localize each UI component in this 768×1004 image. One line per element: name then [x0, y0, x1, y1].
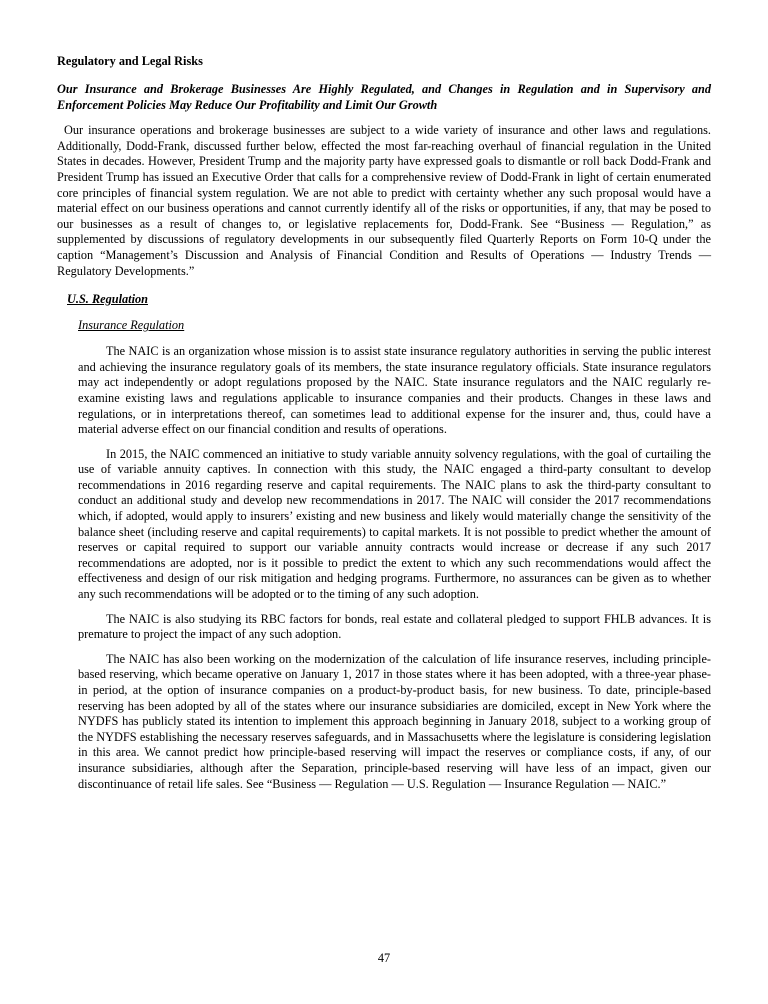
- section-title: Regulatory and Legal Risks: [57, 54, 203, 68]
- us-regulation-heading: U.S. Regulation: [67, 292, 148, 307]
- paragraph-naic-rbc-factors: The NAIC is also studying its RBC factors for bonds, real estate and collateral pledged to support FHLB advances. It is premature to project the impact of any such adoption.: [78, 611, 711, 642]
- page-number: 47: [377, 951, 391, 965]
- risk-factor-heading: Our Insurance and Brokerage Businesses Are Highly Regulated, and Changes in Regulation and in Supervisory and Enforcement Policies May Reduce Our Profitability and Limit Our Growth: [57, 82, 711, 112]
- paragraph-intro: Our insurance operations and brokerage businesses are subject to a wide variety of insurance and other laws and regulations. Additionally, Dodd-Frank, discussed further below, effected the most far-reaching overhaul of financial regulation in the United States in decades. However, President Trump and the majority party have expressed goals to dismantle or roll back Dodd-Frank and President Trump has issued an Executive Order that calls for a comprehensive review of Dodd-Frank in light of certain enumerated core principles of financial system regulation. We are not able to predict with certainty whether any such proposal would have a material effect on our business operations and cannot currently identify all of the risks or opportunities, if any, that may be posed to our businesses as a result of changes to, or legislative replacements for, Dodd-Frank. See “Business — Regulation,” as supplemented by discussions of regulatory developments in our subsequently filed Quarterly Reports on Form 10-Q under the caption “Management’s Discussion and Analysis of Financial Condition and Results of Operations — Industry Trends — Regulatory Developments.”: [57, 123, 711, 278]
- paragraph-naic-mission: The NAIC is an organization whose mission is to assist state insurance regulatory authorities in serving the public interest and achieving the insurance regulatory goals of its members, the state insurance regulatory officials. State insurance regulators may act independently or adopt regulations proposed by the NAIC. State insurance regulators and the NAIC regularly re-examine existing laws and regulations applicable to insurance companies and their products. Changes in these laws and regulations, or in interpretations thereof, can sometimes lead to additional expense for the insurer and, thus, could have a material adverse effect on our financial condition and results of operations.: [78, 344, 711, 437]
- paragraph-naic-principle-based-reserving: The NAIC has also been working on the modernization of the calculation of life insurance reserves, including principle-based reserving, which became operative on January 1, 2017 in those states where it has been adopted, with a three-year phase-in period, at the option of insurance companies on a product-by-product basis, for new business. To date, principle-based reserving has been adopted by all of the states where our insurance subsidiaries are domiciled, except in New York where the NYDFS has publicly stated its intention to implement this approach beginning in January 2018, subject to a working group of the NYDFS establishing the necessary reserves safeguards, and in Massachusetts where the legislature is considering legislation in this area. We cannot predict how principle-based reserving will impact the reserves or compliance costs, if any, of our insurance subsidiaries, although after the Separation, principle-based reserving will have less of an impact, given our discontinuance of retail life sales. See “Business — Regulation — U.S. Regulation — Insurance Regulation — NAIC.”: [78, 651, 711, 791]
- insurance-regulation-heading: Insurance Regulation: [78, 318, 185, 333]
- paragraph-naic-2015-initiative: In 2015, the NAIC commenced an initiative to study variable annuity solvency regulations, with the goal of curtailing the use of variable annuity captives. In connection with this study, the NAIC engaged a third-party consultant to develop recommendations in 2016 regarding reserve and capital requirements. The NAIC plans to ask the third-party consultant to conduct an additional study and develop new recommendations in 2017. The NAIC will consider the 2017 recommendations which, if adopted, would apply to insurers’ existing and new business and likely would materially change the sensitivity of the balance sheet (including reserve and capital requirements) to capital markets. It is not possible to predict whether the amount of reserves or capital required to support our variable annuity contracts would increase or decrease if any such 2017 recommendations are adopted, nor is it possible to predict the extent to which any such recommendations would affect the effectiveness and design of our risk mitigation and hedging programs. Furthermore, no assurances can be given as to whether any such recommendations will be adopted or to the timing of any such adoption.: [78, 446, 711, 602]
- insurance-regulation-section: [57, 344, 711, 792]
